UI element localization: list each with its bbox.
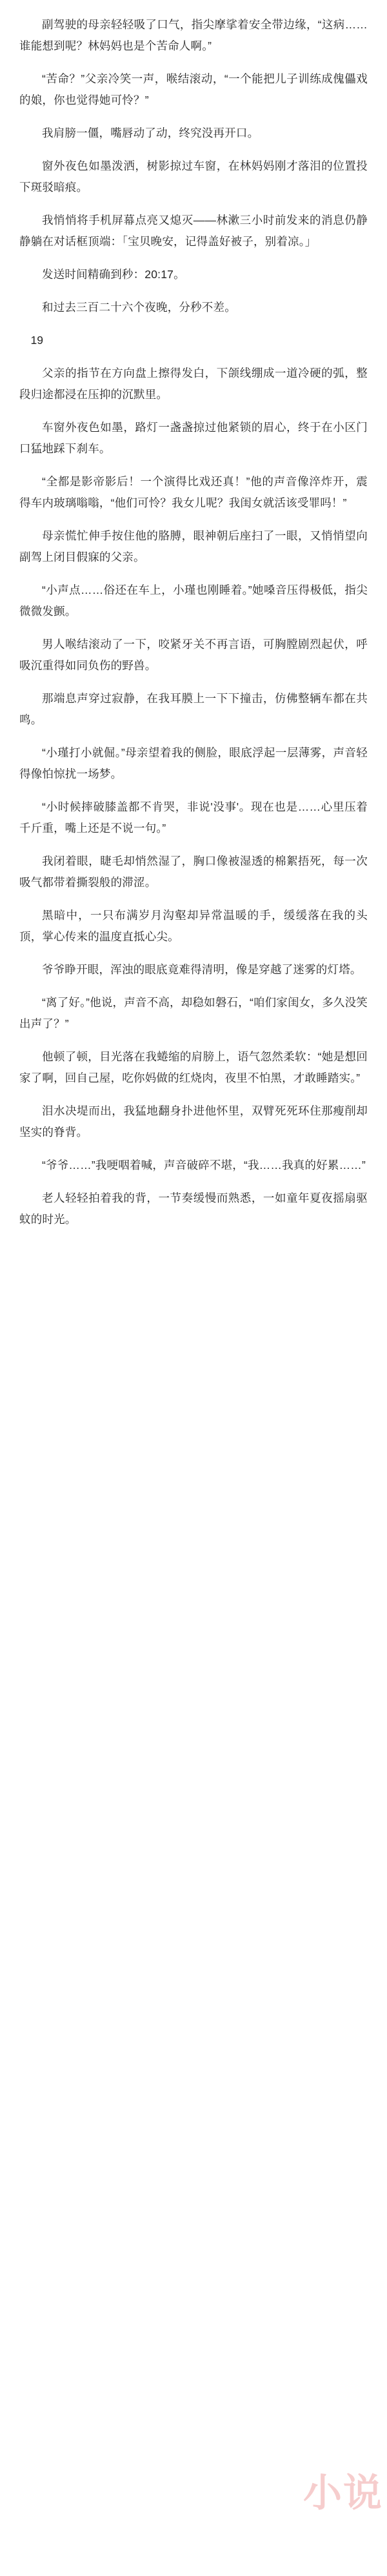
paragraph: “小瑾打小就倔。”母亲望着我的侧脸，眼底浮起一层薄雾，声音轻得像怕惊扰一场梦。 bbox=[19, 746, 368, 780]
paragraph: “小时候摔破膝盖都不肯哭，非说'没事'。现在也是……心里压着千斤重，嘴上还是不说一句。” bbox=[19, 800, 368, 835]
paragraph: 泪水决堤而出，我猛地翻身扑进他怀里，双臂死死环住那瘦削却坚实的脊背。 bbox=[19, 1104, 368, 1139]
paragraph: “苦命？”父亲冷笑一声，喉结滚动，“一个能把儿子训练成傀儡戏的娘，你也觉得她可怜？” bbox=[19, 72, 368, 106]
paragraph: 爷爷睁开眼，浑浊的眼底竟难得清明，像是穿越了迷雾的灯塔。 bbox=[42, 963, 362, 976]
paragraph: “小声点……俗还在车上，小瑾也刚睡着。”她嗓音压得极低，指尖微微发颤。 bbox=[19, 583, 368, 618]
paragraph: “爷爷……”我哽咽着喊，声音破碎不堪，“我……我真的好累……” bbox=[42, 1159, 366, 1171]
paragraph-block-after bbox=[19, 363, 368, 1230]
paragraph: 父亲的指节在方向盘上擦得发白，下颌线绷成一道冷硬的弧，整段归途都浸在压抑的沉默里。 bbox=[19, 367, 368, 401]
paragraph: 我闭着眼，睫毛却悄然湿了，胸口像被湿透的棉絮捂死，每一次吸气都带着撕裂般的滞涩。 bbox=[19, 855, 368, 889]
paragraph: 我悄悄将手机屏幕点亮又熄灭——林漱三小时前发来的消息仍静静躺在对话框顶端：「宝贝晚安，记得盖好被子，别着凉。」 bbox=[19, 214, 368, 248]
section-number: 19 bbox=[30, 334, 43, 347]
paragraph: 发送时间精确到秒：20:17。 bbox=[42, 268, 185, 281]
paragraph: “全都是影帝影后！一个演得比戏还真！”他的声音像淬炸开，震得车内玻璃嗡嗡，“他们可怜？我女儿呢？我闺女就活该受罪吗！” bbox=[19, 475, 368, 509]
paragraph: 母亲慌忙伸手按住他的胳膊，眼神朝后座扫了一眼，又悄悄望向副驾上闭目假寐的父亲。 bbox=[19, 529, 368, 563]
paragraph: “离了好。”他说，声音不高，却稳如磐石，“咱们家闺女，多久没笑出声了？” bbox=[19, 996, 368, 1030]
watermark: 小说 bbox=[303, 2472, 383, 2515]
paragraph: 和过去三百二十六个夜晚，分秒不差。 bbox=[42, 301, 236, 314]
paragraph: 他顿了顿，目光落在我蜷缩的肩膀上，语气忽然柔软：“她是想回家了啊，回自己屋，吃你妈做的红烧肉，夜里不怕黑，才敢睡踏实。” bbox=[19, 1050, 368, 1084]
paragraph: 黑暗中，一只布满岁月沟壑却异常温暖的手，缓缓落在我的头顶，掌心传来的温度直抵心尖。 bbox=[19, 909, 368, 943]
paragraph: 我肩膀一僵，嘴唇动了动，终究没再开口。 bbox=[42, 127, 259, 139]
paragraph: 副驾驶的母亲轻轻吸了口气，指尖摩挲着安全带边缘，“这病……谁能想到呢？林妈妈也是个苦命人啊。” bbox=[19, 18, 368, 52]
paragraph-block-before bbox=[19, 14, 368, 318]
paragraph: 那端息声穿过寂静，在我耳膜上一下下撞击，仿佛整辆车都在共鸣。 bbox=[19, 692, 368, 726]
paragraph: 车窗外夜色如墨，路灯一盏盏掠过他紧锁的眉心，终于在小区门口猛地踩下刹车。 bbox=[19, 421, 368, 455]
paragraph: 老人轻轻拍着我的背，一节奏缓慢而熟悉，一如童年夏夜摇扇驱蚊的时光。 bbox=[19, 1192, 368, 1226]
paragraph: 男人喉结滚动了一下，咬紧牙关不再言语，可胸膛剧烈起伏，呼吸沉重得如同负伤的野兽。 bbox=[19, 638, 368, 672]
paragraph: 窗外夜色如墨泼洒，树影掠过车窗，在林妈妈刚才落泪的位置投下斑驳暗痕。 bbox=[19, 159, 368, 194]
